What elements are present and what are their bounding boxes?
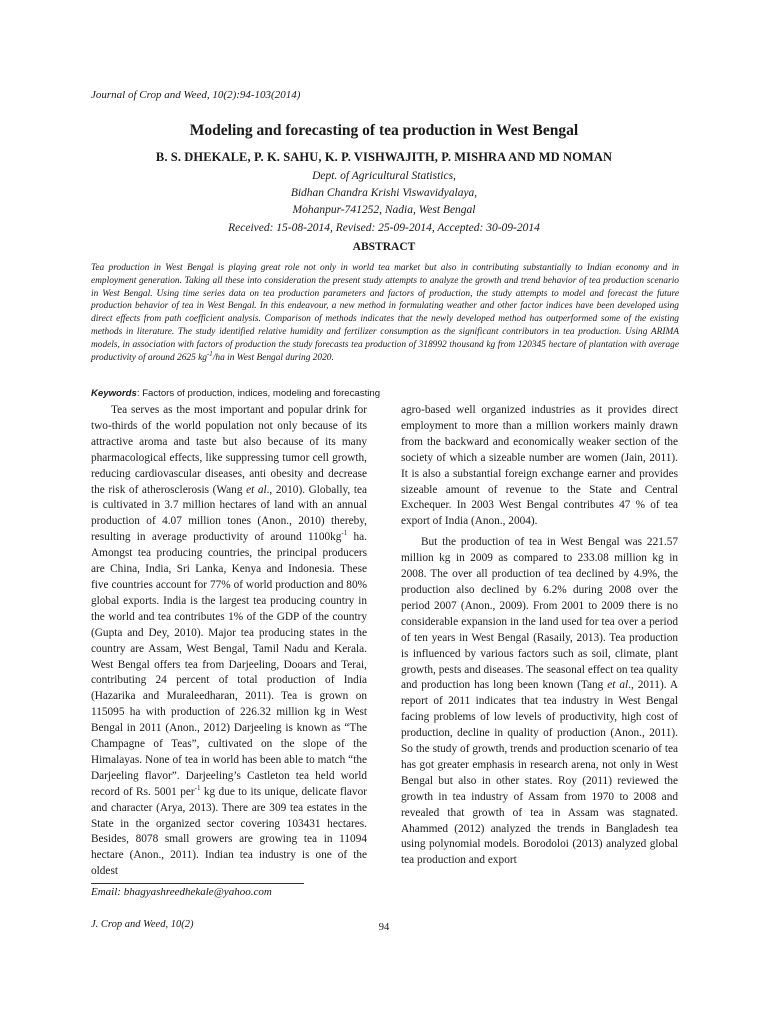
abstract-text	[91, 262, 679, 364]
superscript: -1	[194, 783, 201, 792]
paragraph	[401, 535, 678, 869]
text-italic: et al	[246, 483, 267, 496]
abstract-superscript: -1	[206, 349, 213, 358]
footnote-divider	[91, 883, 304, 884]
paper-title: Modeling and forecasting of tea production in West Bengal	[189, 122, 579, 139]
text-run: ., 2010). Globally, tea is cultivated in 3.7 million hectares of land with an annual production of 4.07 million tones (Anon., 2010) thereby, resulting in average productivity of around 1100kg	[91, 483, 367, 544]
abstract-heading: ABSTRACT	[352, 241, 416, 253]
journal-citation: Journal of Crop and Weed, 10(2):94-103(2014)	[91, 89, 301, 101]
page-number: 94	[378, 922, 390, 933]
text-italic: et al	[607, 679, 629, 692]
affiliation-line: Dept. of Agricultural Statistics,	[312, 170, 456, 182]
abstract-body-end: /ha in West Bengal during 2020.	[212, 352, 334, 363]
author-list: B. S. DHEKALE, P. K. SAHU, K. P. VISHWAJITH, P. MISHRA AND MD NOMAN	[155, 150, 613, 164]
keywords	[91, 388, 679, 399]
footer-journal: J. Crop and Weed, 10(2)	[91, 919, 194, 930]
text-run: Tea serves as the most important and popular drink for two-thirds of the world population not only because of its attractive aroma and taste but also because of its many pharmacological effects, like suppressing tumor cell growth, reducing cardiovascular diseases, anti obesity and decrease the risk of atherosclerosis (Wang	[91, 404, 367, 496]
paragraph	[91, 403, 367, 880]
affiliation	[0, 168, 768, 219]
footnote-email: Email: bhagyashreedhekale@yahoo.com	[91, 886, 272, 898]
text-run: ha. Amongst tea producing countries, the principal producers are China, India, Sri Lanka, Kenya and Indonesia. These five countries account for 77% of world production and 80% global exports. India is the largest tea producing country in the world and tea contributes 1% of the GDP of the country (Gupta and Dey, 2010). Major tea producing states in the country are Assam, West Bengal, Tamil Nadu and Kerala. West Bengal offers tea from Darjeeling, Dooars and Terai, contributing 24 percent of total production of India (Hazarika and Muraleedharan, 2011). Tea is grown on 115095 ha with production of 226.32 million kg in West Bengal in 2011 (Anon., 2012) Darjeeling is known as “The Champagne of Teas”, cultivated on the slope of the Himalayas. None of tea in world has been able to match “the Darjeeling flavor”. Darjeeling’s Castleton tea held world record of Rs. 5001 per	[91, 531, 368, 798]
keywords-text: : Factors of production, indices, modeling and forecasting	[136, 388, 381, 399]
affiliation-line: Mohanpur-741252, Nadia, West Bengal	[292, 204, 476, 216]
text-run: kg due to its unique, delicate flavor and character (Arya, 2013). There are 309 tea estates in the State in the organized sector covering 103431 hectares. Besides, 8078 small growers are growing tea in 11094 hectare (Anon., 2011). Indian tea industry is one of the oldest	[91, 785, 367, 878]
left-column	[91, 403, 367, 880]
abstract-body: Tea production in West Bengal is playing great role not only in world tea market but also in contributing substantially to Indian economy and in employment generation. Taking all these into consideration the present study attempts to analyze the growth and trend behavior of tea production scenario in West Bengal. Using time series data on tea production parameters and factors of production, the study attempts to model and forecast the future production behavior of tea in West Bengal. In this endeavour, a new method in formulating weather and other factor indices have been developed using direct effects from path coefficient analysis. Comparison of methods indicates that the newly developed method has outperformed some of the existing methods in literature. The study identified relative humidity and fertilizer consumption as the significant contributors in tea production. Using ARIMA models, in association with factors of production the study forecasts tea production of 318992 thousand kg from 120345 hectare of plantation with average productivity of around 2625 kg	[91, 263, 679, 363]
right-column	[401, 403, 678, 869]
article-dates: Received: 15-08-2014, Revised: 25-09-2014, Accepted: 30-09-2014	[228, 222, 540, 234]
superscript: -1	[341, 529, 348, 538]
affiliation-line: Bidhan Chandra Krishi Viswavidyalaya,	[290, 187, 478, 199]
paragraph: agro-based well organized industries as it provides direct employment to more than a million workers mainly drawn from the backward and economically weaker section of the society of which a sizeable number are women (Jain, 2011). It is also a substantial foreign exchange earner and provides sizeable amount of revenue to the State and Central Exchequer. In 2003 West Bengal contributes 47 % of tea export of India (Anon., 2004).	[401, 404, 678, 528]
text-run: But the production of tea in West Bengal was 221.57 million kg in 2009 as compared to 233.08 million kg in 2008. The over all production of tea declined by 4.9%, the production also declined by 6.2% during 2008 over the period 2007 (Anon., 2009). From 2001 to 2009 there is no considerable expansion in the land used for tea over a period of ten years in West Bengal (Rasaily, 2013). Tea production is influenced by various factors such as soil, climate, plant growth, pests and diseases. The seasonal effect on tea quality and production has long been known (Tang	[401, 536, 678, 692]
keywords-label: Keywords	[91, 388, 137, 399]
text-run: ., 2011). A report of 2011 indicates that tea industry in West Bengal facing problems of low levels of productivity, high cost of production, decline in quality of production (Anon., 2011). So the study of growth, trends and production scenario of tea has got greater emphasis in research arena, not only in West Bengal but also in other states. Roy (2011) reviewed the growth in tea industry of Assam from 1970 to 2008 and revealed that growth of tea in Assam was stagnated. Ahammed (2012) analyzed the trends in Bangladesh tea using polynomial models. Borodoloi (2013) analyzed global tea production and export	[401, 679, 679, 867]
